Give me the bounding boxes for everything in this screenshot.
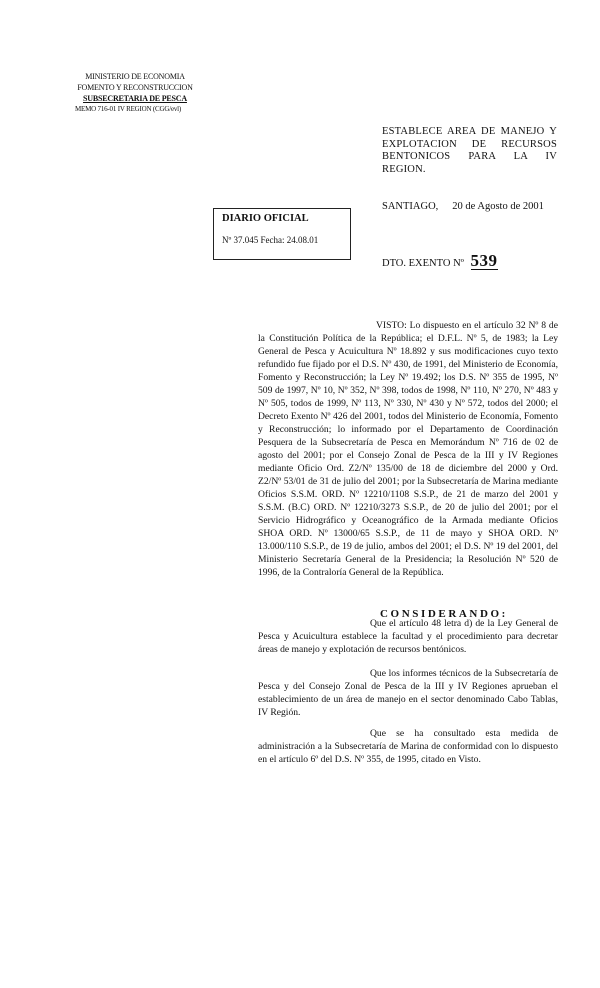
considerando-paragraph-1	[258, 617, 558, 656]
ministry-name: MINISTERIO DE ECONOMIA	[85, 72, 185, 81]
ministry-header	[55, 71, 235, 115]
diario-oficial-box	[213, 208, 351, 260]
diario-oficial-info: Nº 37.045 Fecha: 24.08.01	[222, 235, 319, 245]
date: 20 de Agosto de 2001	[452, 201, 544, 212]
considerando-paragraph-2	[258, 667, 558, 719]
memo-reference: MEMO 716-01 IV REGION (CGG/evl)	[75, 105, 182, 113]
visto-lead: VISTO: Lo dispuesto en el artículo 32 Nº	[376, 320, 539, 331]
decree-number: 539	[470, 251, 498, 270]
paragraph-3-text: Que se ha consultado esta medida de administración a la Subsecretaría de Marina de conformidad con lo dispuesto en el artículo 6º del D.S. Nº 355, de 1995, citado en Visto.	[258, 728, 558, 765]
place-date	[382, 201, 544, 212]
considerando-paragraph-3	[258, 727, 558, 766]
diario-oficial-title: DIARIO OFICIAL	[222, 213, 309, 224]
paragraph-2-text: Que los informes técnicos de la Subsecretaría de Pesca y del Consejo Zonal de Pesca de la III y IV Regiones aprueban el establecimiento de un área de manejo en el sector denominado Cabo Tablas, IV Región.	[258, 668, 558, 718]
decree-label: DTO. EXENTO Nº	[382, 258, 464, 269]
considerando-heading: CONSIDERANDO:	[380, 608, 508, 620]
subsecretaria-name: SUBSECRETARIA DE PESCA	[83, 94, 187, 103]
visto-body: 8 de la Constitución Política de la República; el D.F.L. Nº 5, de 1983; la Ley General de Pesca y Acuicultura Nº 18.892 y sus modificaciones cuyo texto refundido fue fijado por el D.S. Nº 430, de 1991, del Ministerio de Economía, Fomento y Reconstrucción; la Ley Nº 19.492; los D.S. Nº 355 de 1995, Nº 509 de 1997, Nº 10, Nº 352, Nº 398, todos de 1998, Nº 110, Nº 270, Nº 483 y Nº 505, todos de 1999, Nº 113, Nº 330, Nº 430 y Nº 572, todos del 2000; el Decreto Exento Nº 426 del 2001, todos del Ministerio de Economía, Fomento y Reconstrucción; lo informado por el Departamento de Coordinación Pesquera de la Subsecretaría de Pesca en Memorándum Nº 716 de 02 de agosto del 2001; por el Consejo Zonal de Pesca de la III y IV Regiones mediante Oficio Ord. Z2/Nº 135/00 de 18 de diciembre del 2000 y Ord. Z2/Nº 53/01 de 31 de julio del 2001; por la Subsecretaría de Marina mediante Oficios S.S.M. ORD. Nº 12210/1108 S.S.P., de 21 de marzo del 2001 y S.S.M. (B.C) ORD. Nº 12210/3273 S.S.P., de 20 de julio del 2001; por el Servicio Hidrográfico y Oceanográfico de la Armada mediante Oficios SHOA ORD. Nº 13000/65 S.S.P., de 11 de mayo y SHOA ORD. Nº 13.000/110 S.S.P., de 19 de julio, ambos del 2001; el D.S. Nº 19 del 2001, del Ministerio Secretaría General de la Presidencia; la Resolución Nº 520 de 1996, de la Contraloría General de la República.	[258, 320, 558, 578]
visto-paragraph	[258, 319, 558, 579]
decree-number-line	[382, 253, 498, 270]
decree-subject: ESTABLECE AREA DE MANEJO Y EXPLOTACION DE RECURSOS BENTONICOS PARA LA IV REGION.	[382, 126, 557, 175]
place: SANTIAGO,	[382, 201, 439, 212]
paragraph-1-text: Que el artículo 48 letra d) de la Ley General de Pesca y Acuicultura establece la facultad y el procedimiento para decretar áreas de manejo y explotación de recursos bentónicos.	[258, 618, 558, 655]
ministry-subname: FOMENTO Y RECONSTRUCCION	[77, 83, 193, 92]
